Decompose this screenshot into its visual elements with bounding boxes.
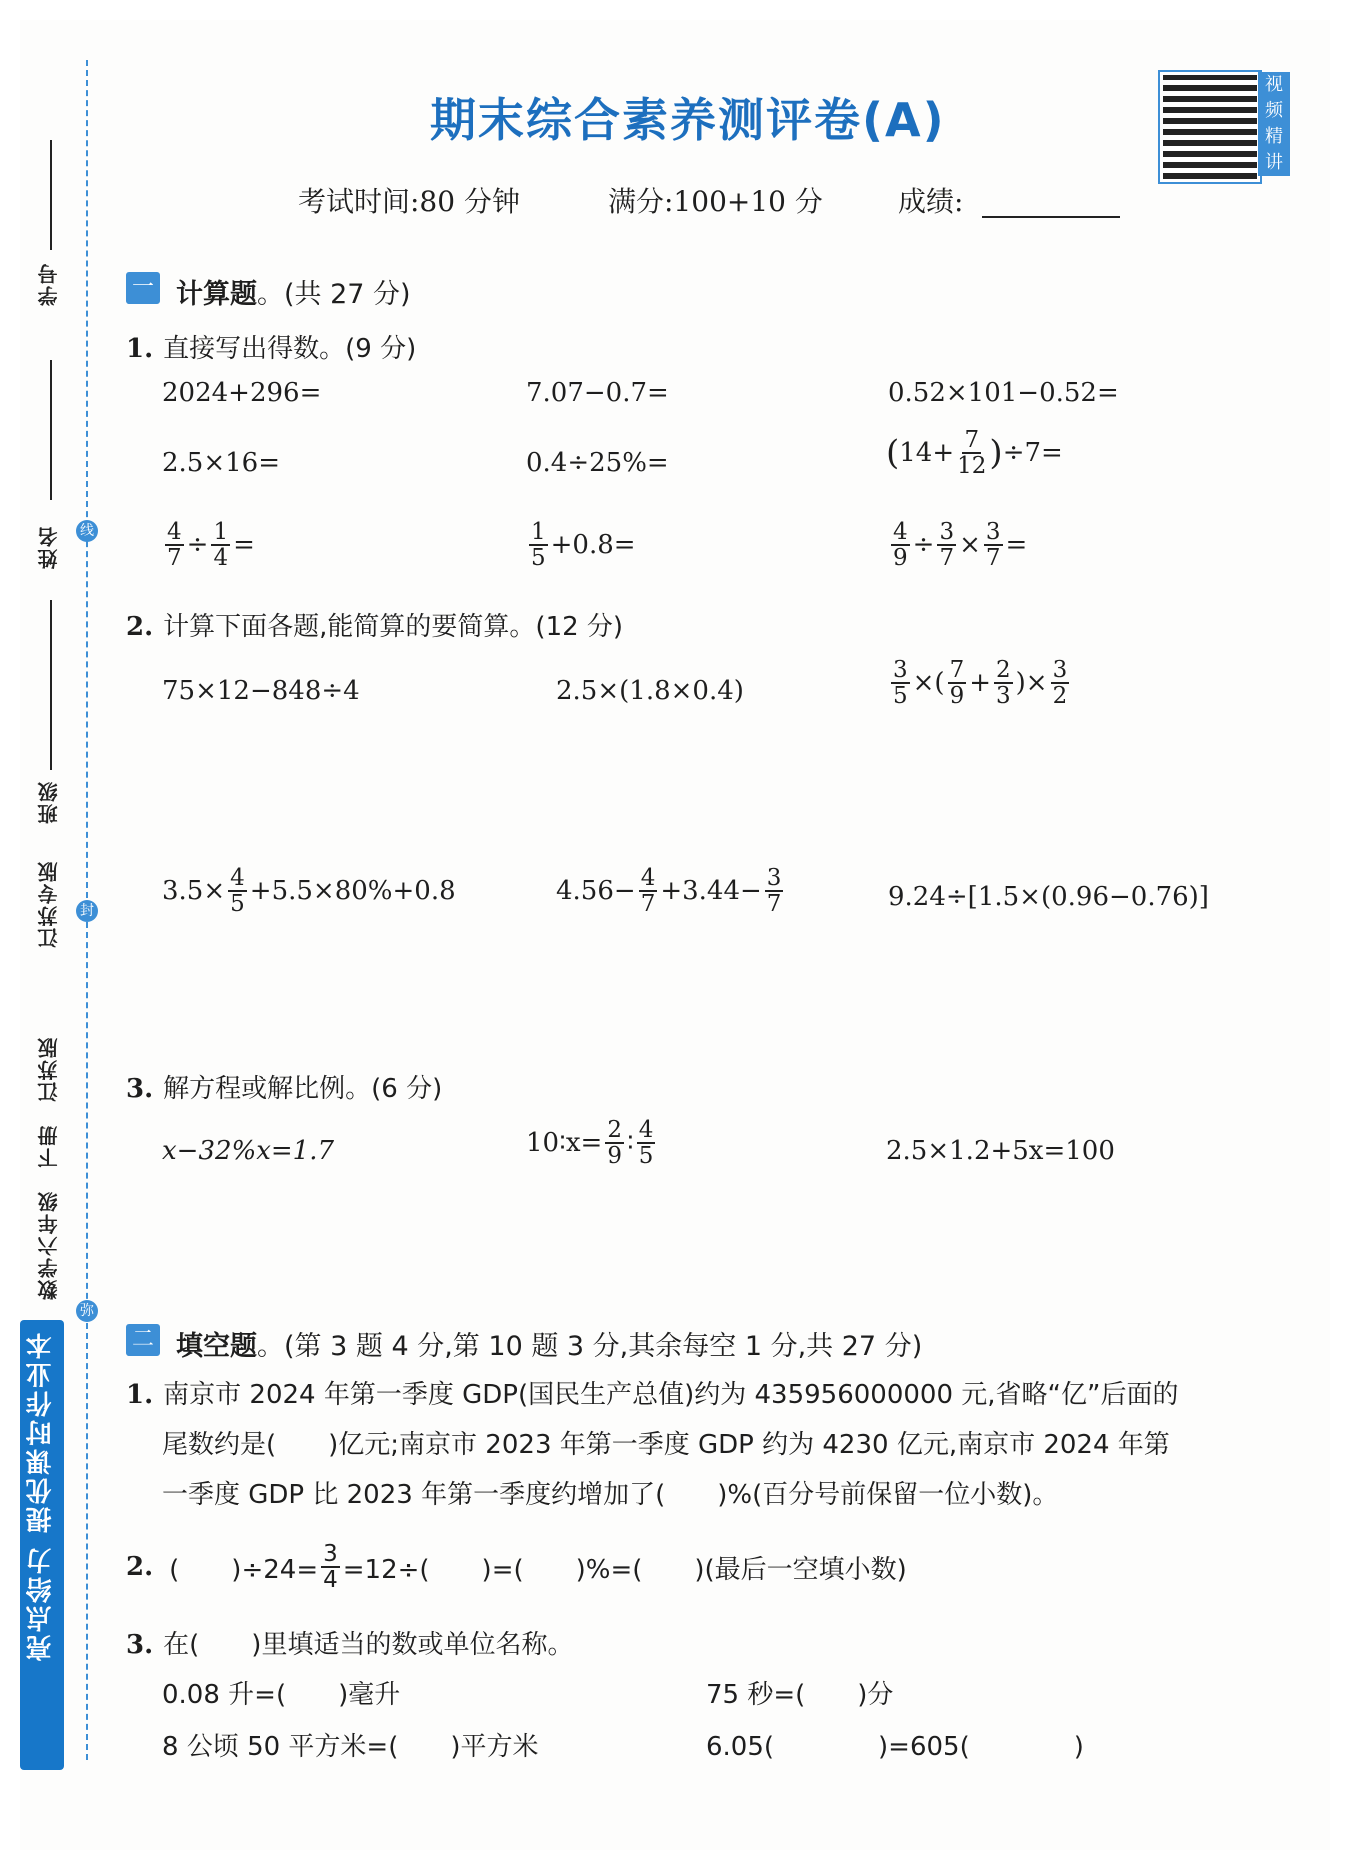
section-badge-1: 一 — [126, 272, 160, 304]
fraction: $\frac{4}{5}$ — [230, 865, 245, 918]
section-title-2-text: 填空题 — [176, 1331, 257, 1362]
section-score-2: 。(第 3 题 4 分,第 10 题 3 分,其余每空 1 分,共 27 分) — [257, 1331, 923, 1362]
fill-question-2: 2. ( )÷24= $\frac{3}{4}$ =12÷( )=( )%=( )(最后一空填小数) — [126, 1541, 907, 1594]
student-id-label: 学号 — [37, 262, 61, 306]
name-line-top — [50, 360, 52, 500]
section-title-1 — [176, 272, 411, 311]
fraction: $\frac{3}{2}$ — [1052, 657, 1068, 710]
calc-item-fraction: ( 14+ $\frac{7}{12}$ ) ÷7= — [886, 427, 1063, 480]
fraction: $\frac{4}{9}$ — [893, 519, 908, 572]
fraction: $\frac{7}{12}$ — [957, 427, 987, 480]
brand-text: 亮点给力 提优课时作业本 — [26, 1330, 56, 1662]
fraction: $\frac{3}{7}$ — [939, 519, 955, 572]
fraction: $\frac{3}{7}$ — [985, 519, 1001, 572]
equation-item: 2.5×1.2+5x=100 — [886, 1136, 1115, 1166]
question-number: 2. — [126, 612, 154, 642]
calc-item-fraction: $\frac{4}{9}$ ÷ $\frac{3}{7}$ × $\frac{3}{7}$ = — [893, 519, 1028, 572]
fraction: $\frac{1}{5}$ — [531, 519, 546, 572]
fraction: $\frac{3}{5}$ — [893, 657, 908, 710]
fraction: $\frac{1}{4}$ — [213, 519, 229, 572]
section-score-1: 。(共 27 分) — [257, 279, 411, 310]
score-blank[interactable] — [982, 216, 1120, 218]
class-label: 班级 — [37, 780, 61, 824]
score-label: 成绩: — [898, 185, 964, 218]
question-text: 直接写出得数。(9 分) — [163, 334, 417, 364]
calc-item-fraction: 3.5× $\frac{4}{5}$ +5.5×80%+0.8 — [162, 865, 456, 918]
fraction: $\frac{2}{3}$ — [996, 657, 1011, 710]
equation-item-fraction: 10∶x= $\frac{2}{9}$ ∶ $\frac{4}{5}$ — [526, 1117, 654, 1170]
calc-item: 2.5×16= — [162, 448, 281, 478]
seal-mark-seal: 封 — [76, 900, 98, 922]
question-text: 计算下面各题,能简算的要简算。(12 分) — [163, 612, 624, 642]
section-badge-2: 二 — [126, 1324, 160, 1356]
fraction: $\frac{3}{7}$ — [766, 865, 782, 918]
question-number: 3. — [126, 1074, 154, 1104]
exam-time: 考试时间:80 分钟 — [298, 185, 520, 218]
question-number: 3. — [126, 1630, 154, 1660]
fraction: $\frac{7}{9}$ — [949, 657, 965, 710]
calc-item: 0.52×101−0.52= — [888, 378, 1119, 408]
calc-item: 2.5×(1.8×0.4) — [556, 676, 744, 706]
qr-code-icon[interactable] — [1160, 72, 1260, 182]
section-title-1-text: 计算题 — [176, 279, 257, 310]
calc-item-fraction: $\frac{4}{7}$ ÷ $\frac{1}{4}$ = — [167, 519, 255, 572]
qr-video-badge: 视频精讲 — [1258, 72, 1290, 176]
name-line — [50, 600, 52, 770]
fill-question-1: 1. 南京市 2024 年第一季度 GDP(国民生产总值)约为 435956000000 元,省略“亿”后面的 尾数约是( )亿元;南京市 2023 年第一季度 GDP 约为 4230 亿元,南京市 2024 年第 一季度 GDP 比 2023 年第一季度约增加了( )%(百分号前保留一位小数)。 — [126, 1380, 1179, 1510]
calc-item: 0.4÷25%= — [526, 448, 669, 478]
fraction: $\frac{4}{7}$ — [640, 865, 656, 918]
fraction: $\frac{3}{4}$ — [323, 1541, 338, 1594]
question-1-1 — [126, 328, 416, 365]
book-label: 数学六年级 下册 江苏版 — [37, 1036, 61, 1300]
fill-question-3 — [126, 1624, 573, 1661]
edition-label: 江苏专版 — [37, 860, 61, 948]
unit-item: 6.05( )=605( ) — [706, 1732, 1084, 1762]
calc-item: 75×12−848÷4 — [162, 676, 360, 706]
name-label: 姓名 — [37, 525, 61, 569]
fraction: $\frac{4}{7}$ — [167, 519, 182, 572]
calc-item: 2024+296= — [162, 378, 322, 408]
calc-item: 7.07−0.7= — [526, 378, 669, 408]
question-number: 1. — [126, 334, 154, 364]
fraction: $\frac{4}{5}$ — [638, 1117, 654, 1170]
seal-mark-close: 弥 — [76, 1300, 98, 1322]
calc-item-fraction: 4.56− $\frac{4}{7}$ +3.44− $\frac{3}{7}$ — [556, 865, 782, 918]
seal-mark-line: 线 — [76, 520, 98, 542]
calc-item-fraction: $\frac{3}{5}$ ×( $\frac{7}{9}$ + $\frac{2}{3}$ )× $\frac{3}{2}$ — [893, 657, 1068, 710]
section-title-2 — [176, 1324, 922, 1363]
calc-item-fraction: $\frac{1}{5}$ +0.8= — [531, 519, 636, 572]
question-1-3 — [126, 1068, 442, 1105]
question-1-2 — [126, 606, 623, 643]
unit-item: 75 秒=( )分 — [706, 1680, 894, 1710]
page-title: 期末综合素养测评卷(A) — [430, 93, 946, 147]
unit-item: 8 公顷 50 平方米=( )平方米 — [162, 1732, 539, 1762]
student-id-line — [50, 140, 52, 250]
question-text: 在( )里填适当的数或单位名称。 — [163, 1630, 574, 1660]
unit-item: 0.08 升=( )毫升 — [162, 1680, 401, 1710]
fraction: $\frac{2}{9}$ — [607, 1117, 622, 1170]
calc-item: 9.24÷[1.5×(0.96−0.76)] — [888, 882, 1209, 912]
equation-item: x−32%x=1.7 — [162, 1136, 335, 1166]
full-score: 满分:100+10 分 — [608, 185, 823, 218]
question-text: 解方程或解比例。(6 分) — [163, 1074, 443, 1104]
